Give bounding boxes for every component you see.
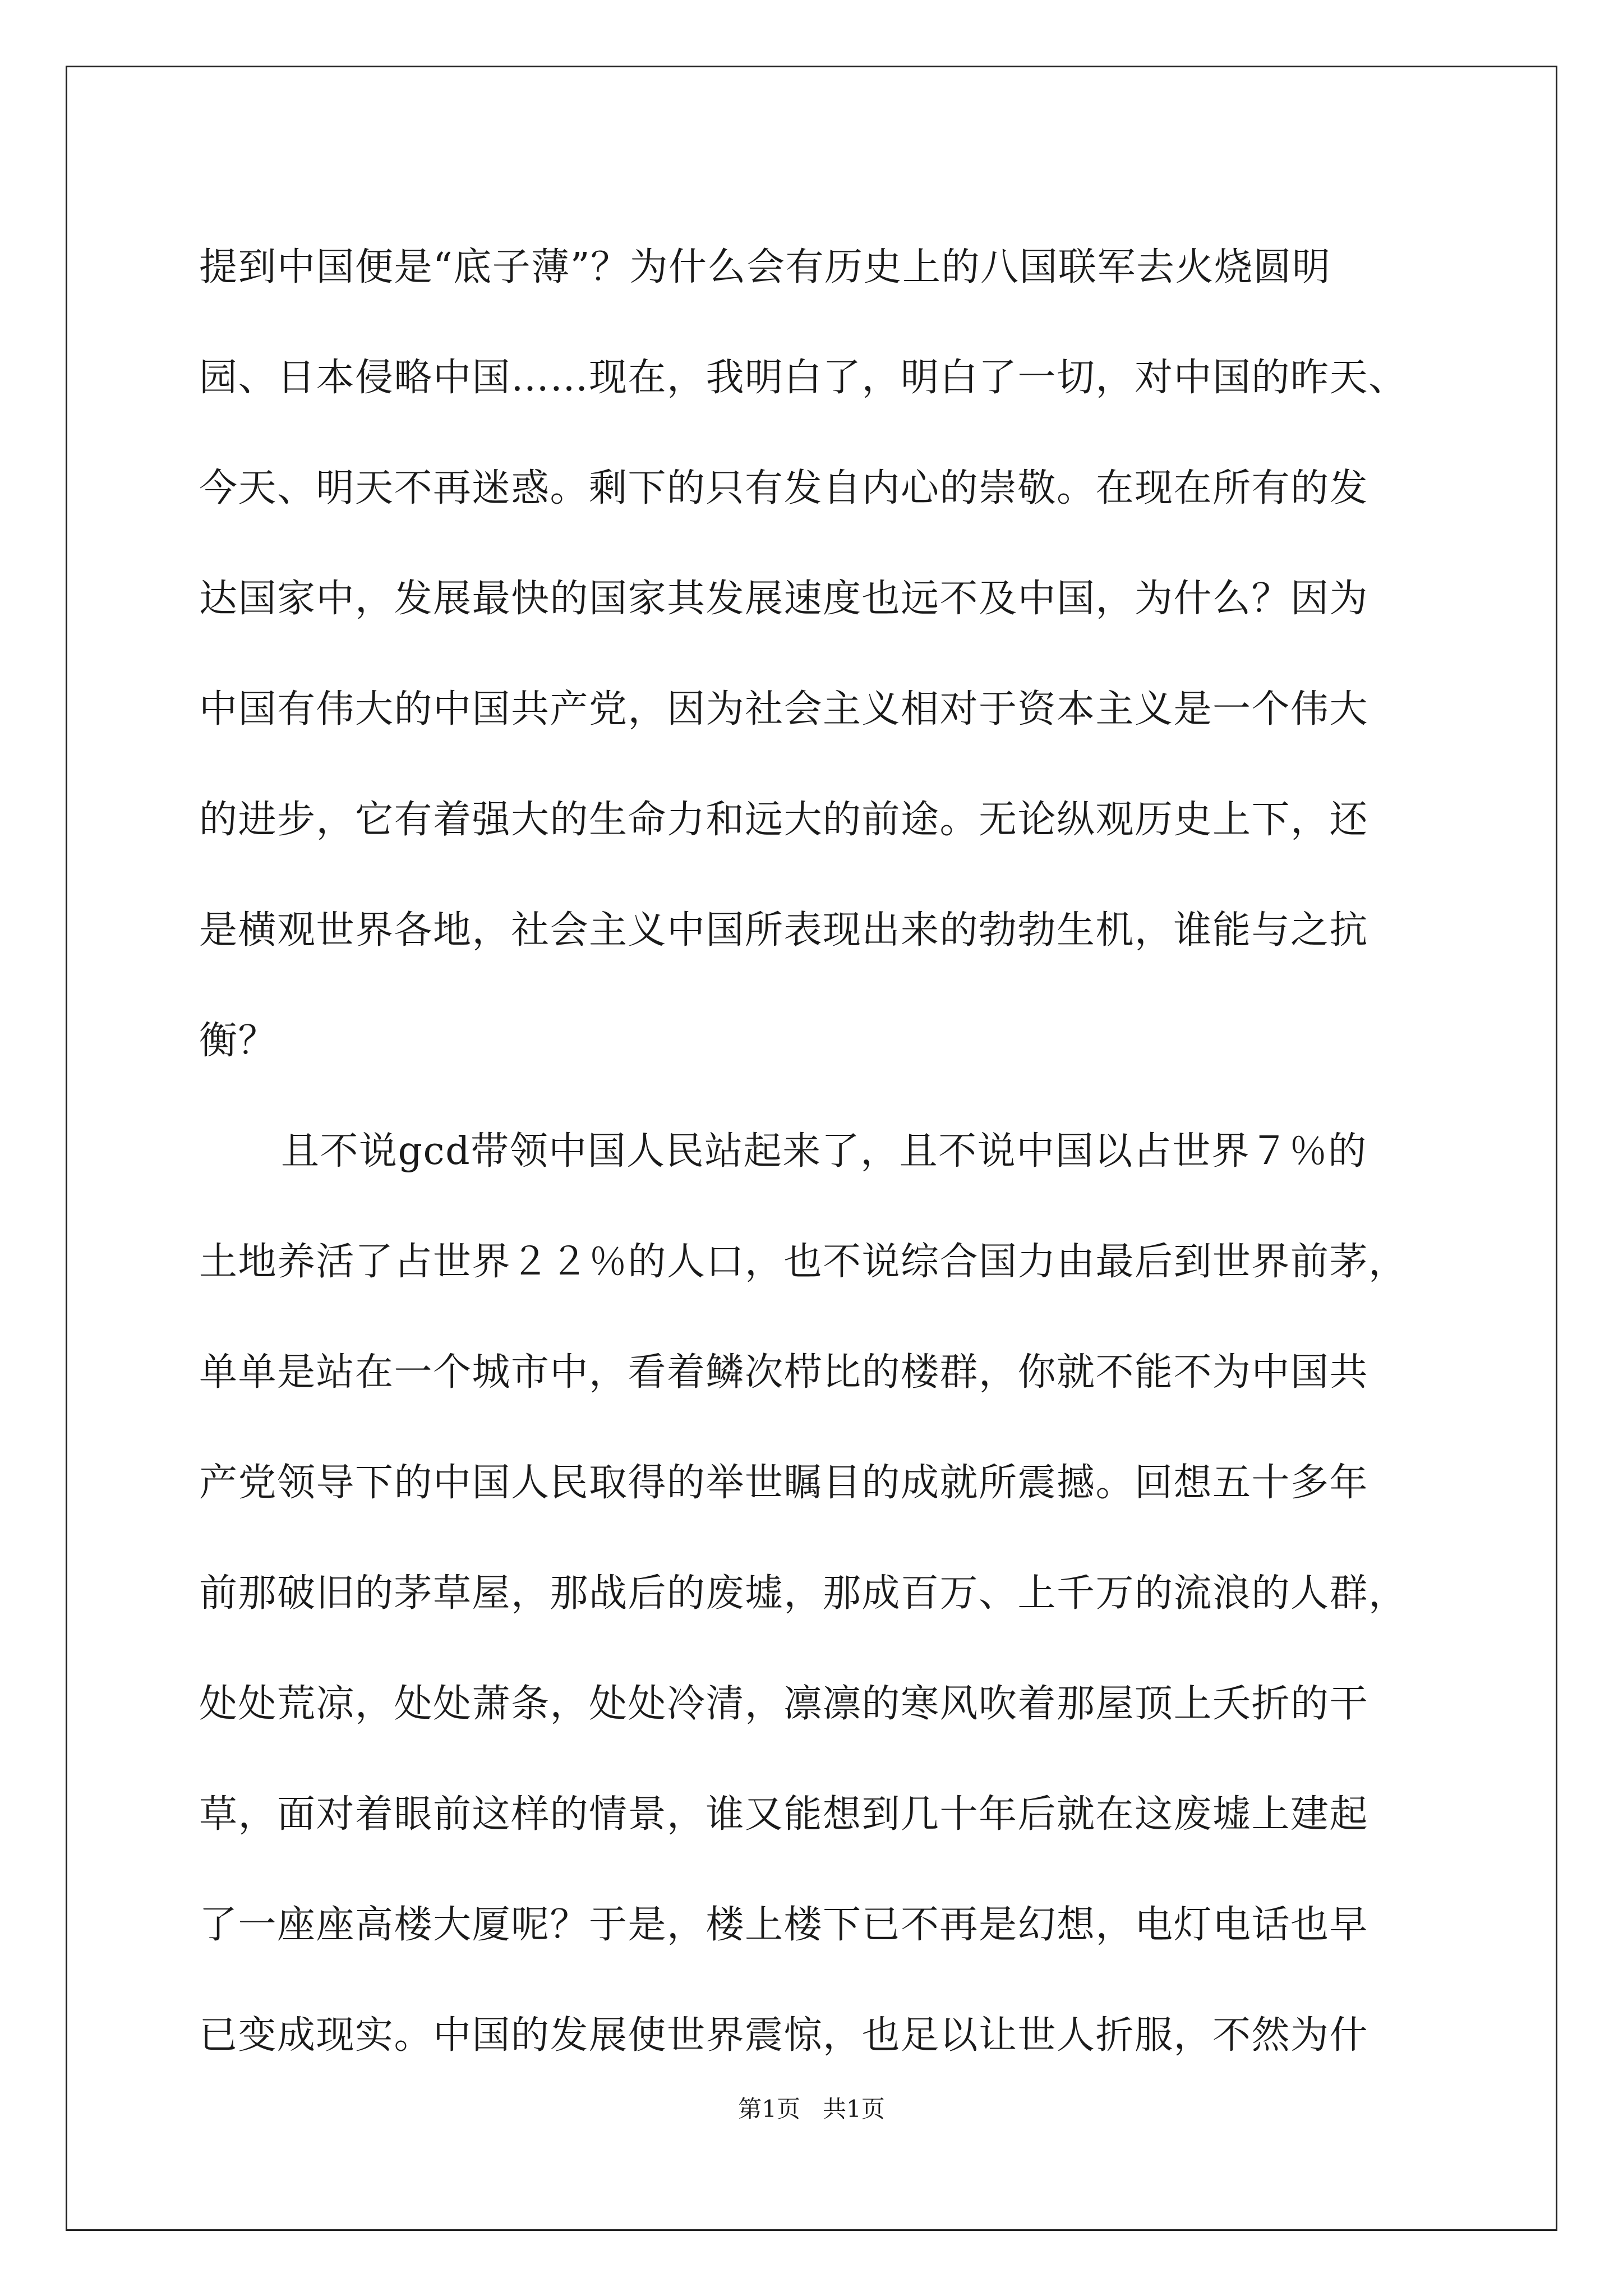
text-line: 今天、明天不再迷惑。剩下的只有发自内心的崇敬。在现在所有的发 xyxy=(199,466,1369,510)
text-line: 衡？ xyxy=(199,1019,278,1063)
page-total: 共1页 xyxy=(823,2095,885,2123)
text-line: 草，面对着眼前这样的情景，谁又能想到几十年后就在这废墟上建起 xyxy=(199,1792,1369,1837)
text-line: 土地养活了占世界２２％的人口，也不说综合国力由最后到世界前茅， xyxy=(199,1240,1408,1284)
text-line: 产党领导下的中国人民取得的举世瞩目的成就所震撼。回想五十多年 xyxy=(199,1461,1369,1505)
text-line: 的进步，它有着强大的生命力和远大的前途。无论纵观历史上下，还 xyxy=(199,798,1369,842)
text-line: 前那破旧的茅草屋，那战后的废墟，那成百万、上千万的流浪的人群， xyxy=(199,1571,1408,1616)
page-number: 第1页 xyxy=(738,2095,800,2123)
text-line: 处处荒凉，处处萧条，处处冷清，凛凛的寒风吹着那屋顶上夭折的干 xyxy=(199,1682,1369,1726)
text-line: 园、日本侵略中国……现在，我明白了，明白了一切，对中国的昨天、 xyxy=(199,356,1408,400)
text-line: 达国家中，发展最快的国家其发展速度也远不及中国，为什么？因为 xyxy=(199,577,1369,621)
text-line: 已变成现实。中国的发展使世界震惊，也足以让世人折服，不然为什 xyxy=(199,2013,1369,2058)
text-line: 单单是站在一个城市中，看着鳞次栉比的楼群，你就不能不为中国共 xyxy=(199,1350,1369,1395)
text-line: 是横观世界各地，社会主义中国所表现出来的勃勃生机，谁能与之抗 xyxy=(199,908,1369,953)
document-body xyxy=(199,212,1450,2091)
text-line: 了一座座高楼大厦呢？于是，楼上楼下已不再是幻想，电灯电话也早 xyxy=(199,1903,1369,1947)
page-footer xyxy=(0,2092,1623,2126)
paragraph-first-line: 且不说gcd带领中国人民站起来了，且不说中国以占世界７％的 xyxy=(281,1129,1367,1174)
text-line: 提到中国便是“底子薄”？为什么会有历史上的八国联军去火烧圆明 xyxy=(199,245,1331,289)
text-line: 中国有伟大的中国共产党，因为社会主义相对于资本主义是一个伟大 xyxy=(199,687,1369,731)
